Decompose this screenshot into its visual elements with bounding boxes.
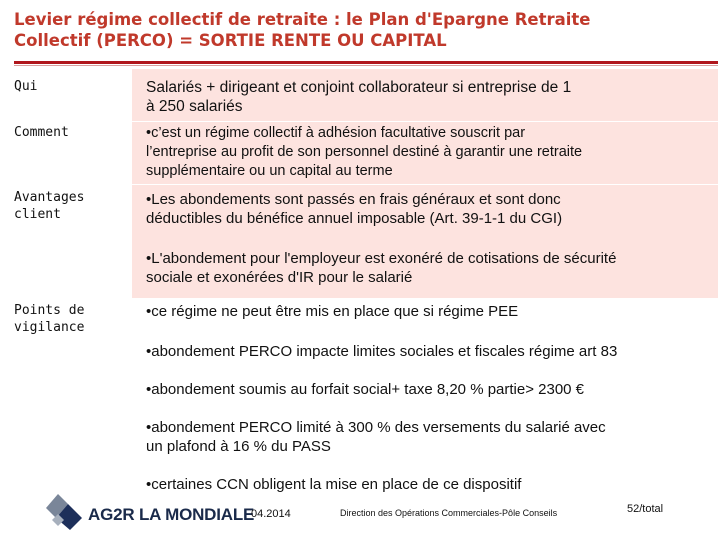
points-bullet-1: •ce régime ne peut être mis en place que si régime PEE bbox=[146, 303, 519, 320]
comment-text bbox=[146, 124, 720, 181]
points-bullet-4-line-2: un plafond à 16 % du PASS bbox=[146, 438, 331, 455]
avantages-bullet-2-line-1: •L'abondement pour l'employeur est exonéré de cotisations de sécurité bbox=[146, 250, 617, 267]
avantages-bullet-2-line-2: sociale et exonérées d'IR pour le salarié bbox=[146, 269, 413, 286]
ag2r-logo-icon bbox=[42, 490, 86, 530]
qui-text-line-1: Salariés + dirigeant et conjoint collaborateur si entreprise de 1 bbox=[146, 79, 572, 96]
qui-text-line-2: à 250 salariés bbox=[146, 98, 243, 115]
avantages-label-line-2: client bbox=[14, 207, 61, 222]
avantages-bullet-1-line-1: •Les abondements sont passés en frais généraux et sont donc bbox=[146, 191, 561, 208]
points-label bbox=[14, 302, 84, 336]
points-bullet-2: •abondement PERCO impacte limites sociales et fiscales régime art 83 bbox=[146, 343, 618, 360]
points-label-line-2: vigilance bbox=[14, 320, 85, 335]
avantages-label-line-1: Avantages bbox=[14, 190, 85, 205]
title-divider bbox=[14, 61, 718, 64]
brand-name: AG2R LA MONDIALE bbox=[88, 505, 255, 524]
title-divider-thin bbox=[14, 65, 718, 66]
footer-direction: Direction des Opérations Commerciales-Pôle Conseils bbox=[340, 508, 558, 518]
points-bullet-5: •certaines CCN obligent la mise en place de ce dispositif bbox=[146, 476, 522, 493]
qui-label: Qui bbox=[14, 79, 38, 94]
points-bullet-4 bbox=[146, 418, 720, 456]
avantages-bullet-2 bbox=[146, 249, 720, 287]
page-number: 52/total bbox=[627, 503, 664, 515]
points-bullet-3: •abondement soumis au forfait social+ taxe 8,20 % partie> 2300 € bbox=[146, 381, 585, 398]
avantages-bullet-1 bbox=[146, 190, 720, 228]
comment-line-1: •c’est un régime collectif à adhésion facultative souscrit par bbox=[146, 125, 526, 141]
points-label-line-1: Points de bbox=[14, 303, 85, 318]
comment-label: Comment bbox=[14, 125, 69, 140]
title-line-1: Levier régime collectif de retraite : le Plan d'Epargne Retraite bbox=[14, 10, 591, 29]
footer-date: 04.2014 bbox=[251, 508, 291, 520]
avantages-bullet-1-line-2: déductibles du bénéfice annuel imposable (Art. 39-1-1 du CGI) bbox=[146, 210, 563, 227]
qui-text bbox=[146, 78, 720, 116]
avantages-label bbox=[14, 189, 84, 223]
comment-line-3: supplémentaire ou un capital au terme bbox=[146, 163, 393, 179]
points-bullet-4-line-1: •abondement PERCO limité à 300 % des versements du salarié avec bbox=[146, 419, 606, 436]
title-line-2: Collectif (PERCO) = SORTIE RENTE OU CAPITAL bbox=[14, 31, 447, 50]
page-title bbox=[14, 9, 704, 51]
comment-line-2: l’entreprise au profit de son personnel destiné à garantir une retraite bbox=[146, 144, 583, 160]
